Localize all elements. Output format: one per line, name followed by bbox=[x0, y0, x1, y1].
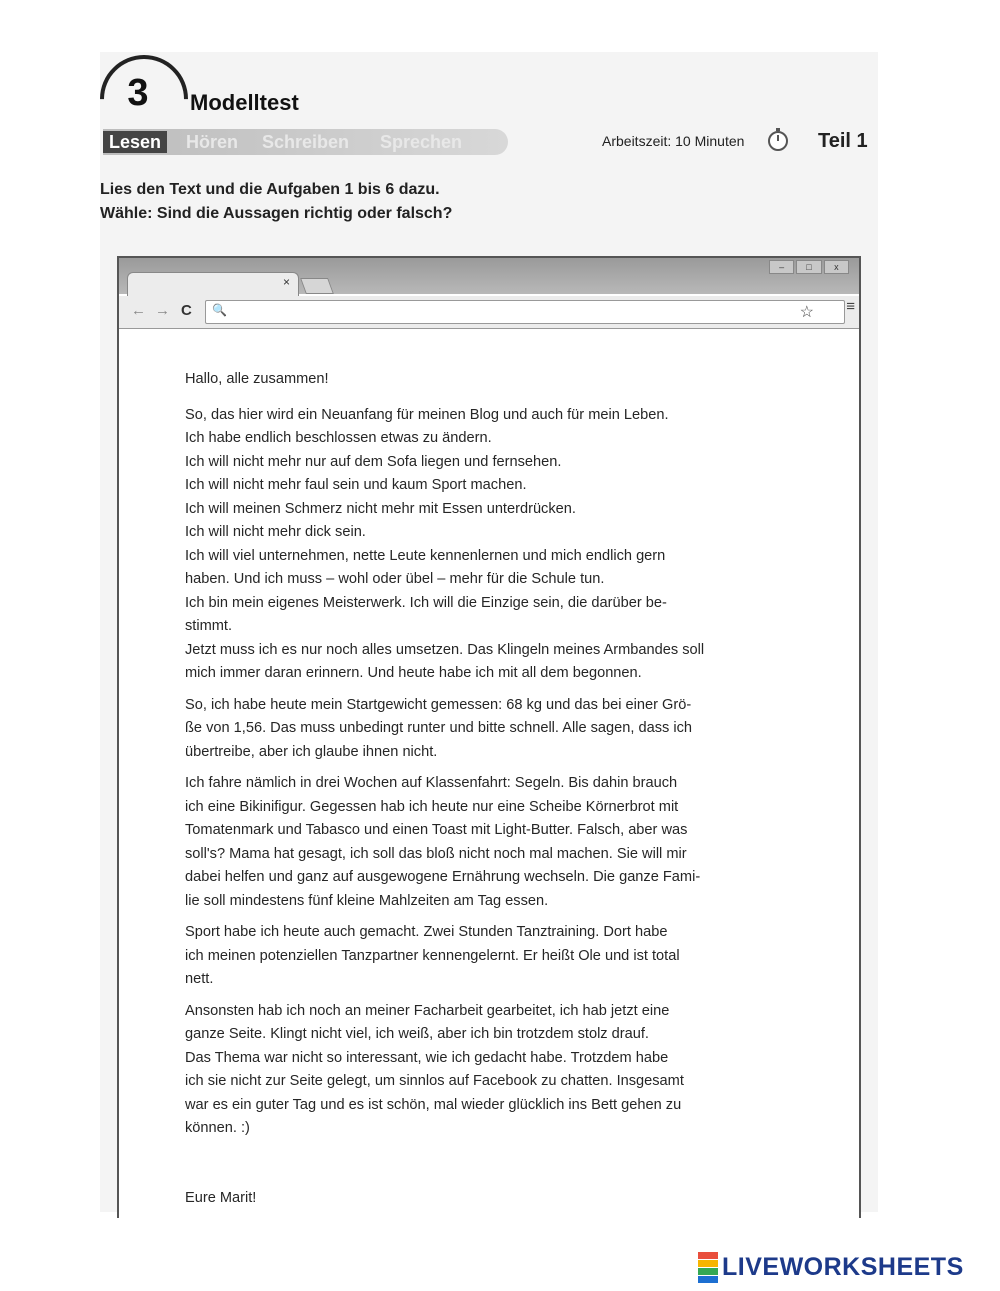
skill-tab-schreiben: Schreiben bbox=[262, 132, 350, 152]
blog-line: ich meinen potenziellen Tanzpartner kennengelernt. Er heißt Ole und ist total bbox=[185, 947, 680, 964]
part-label: Teil 1 bbox=[818, 130, 868, 152]
blog-line: Sport habe ich heute auch gemacht. Zwei Stunden Tanztraining. Dort habe bbox=[185, 924, 668, 940]
logo-text: LIVEWORKSHEETS bbox=[722, 1252, 964, 1281]
blog-paragraph bbox=[185, 772, 795, 913]
blog-line: Ich will nicht mehr faul sein und kaum Sport machen. bbox=[185, 477, 527, 493]
blog-post bbox=[185, 368, 795, 1218]
blog-line: soll's? Mama hat gesagt, ich soll das bloß nicht noch mal machen. Sie will mir bbox=[185, 845, 687, 862]
blog-line: ich eine Bikinifigur. Gegessen hab ich heute nur eine Scheibe Körnerbrot mit bbox=[185, 798, 679, 815]
window-controls bbox=[769, 260, 849, 274]
chapter-number: 3 bbox=[127, 72, 149, 114]
blog-paragraph bbox=[185, 921, 795, 992]
instruction-line: Lies den Text und die Aufgaben 1 bis 6 dazu. bbox=[100, 181, 440, 198]
browser-window bbox=[117, 256, 861, 1218]
blog-line: Ich fahre nämlich in drei Wochen auf Klassenfahrt: Segeln. Bis dahin brauch bbox=[185, 775, 678, 791]
blog-line: So, das hier wird ein Neuanfang für meinen Blog und auch für mein Leben. bbox=[185, 406, 669, 423]
blog-line: haben. Und ich muss – wohl oder übel – mehr für die Schule tun. bbox=[185, 571, 605, 587]
forward-icon[interactable]: → bbox=[155, 302, 170, 319]
skill-tab-sprechen: Sprechen bbox=[380, 132, 463, 152]
logo-stripe bbox=[698, 1252, 718, 1259]
instruction-line: Wähle: Sind die Aussagen richtig oder falsch? bbox=[100, 205, 453, 222]
blog-line: Ich will nicht mehr nur auf dem Sofa liegen und fernsehen. bbox=[185, 453, 562, 470]
blog-paragraph bbox=[185, 1000, 795, 1141]
blog-line: So, ich habe heute mein Startgewicht gemessen: 68 kg und das bei einer Grö- bbox=[185, 696, 692, 713]
blog-signoff: Eure Marit! bbox=[185, 1189, 257, 1206]
blog-greeting: Hallo, alle zusammen! bbox=[185, 371, 329, 387]
blog-line: können. :) bbox=[185, 1120, 250, 1136]
maximize-icon[interactable]: □ bbox=[796, 260, 821, 274]
browser-tab[interactable] bbox=[127, 272, 299, 297]
blog-line: stimmt. bbox=[185, 618, 233, 634]
browser-titlebar bbox=[119, 258, 859, 294]
back-icon[interactable]: ← bbox=[131, 302, 146, 319]
logo-stripe bbox=[698, 1268, 718, 1275]
blog-line: lie soll mindestens fünf kleine Mahlzeiten am Tag essen. bbox=[185, 892, 549, 909]
blog-line: nett. bbox=[185, 971, 214, 987]
blog-line: Ich will meinen Schmerz nicht mehr mit Essen unterdrücken. bbox=[185, 500, 576, 517]
chapter-title: Modelltest bbox=[190, 90, 299, 115]
logo-icon bbox=[698, 1252, 718, 1283]
blog-line: Ich will viel unternehmen, nette Leute kennenlernen und mich endlich gern bbox=[185, 547, 666, 564]
blog-paragraph bbox=[185, 404, 795, 686]
work-time: Arbeitszeit: 10 Minuten bbox=[602, 133, 745, 149]
blog-paragraph bbox=[185, 694, 795, 765]
browser-toolbar bbox=[119, 296, 859, 329]
blog-line: Tomatenmark und Tabasco und einen Toast mit Light-Butter. Falsch, aber was bbox=[185, 822, 688, 838]
stopwatch-icon bbox=[765, 126, 791, 152]
blog-line: dabei helfen und ganz auf ausgewogene Ernährung wechseln. Die ganze Fami- bbox=[185, 869, 701, 885]
minimize-icon[interactable]: – bbox=[769, 260, 794, 274]
close-window-icon[interactable]: x bbox=[824, 260, 849, 274]
reload-icon[interactable]: C bbox=[181, 302, 192, 319]
blog-line: Das Thema war nicht so interessant, wie ich gedacht habe. Trotzdem habe bbox=[185, 1049, 669, 1066]
address-bar[interactable] bbox=[205, 300, 845, 324]
logo-stripe bbox=[698, 1260, 718, 1267]
logo-stripe bbox=[698, 1276, 718, 1283]
new-tab-button[interactable] bbox=[300, 278, 334, 294]
blog-line: Ich will nicht mehr dick sein. bbox=[185, 524, 366, 540]
skill-tab-hoeren: Hören bbox=[186, 132, 239, 152]
blog-line: ich sie nicht zur Seite gelegt, um sinnlos auf Facebook zu chatten. Insgesamt bbox=[185, 1073, 684, 1089]
instructions bbox=[100, 178, 452, 226]
blog-line: Jetzt muss ich es nur noch alles umsetzen. Das Klingeln meines Armbandes soll bbox=[185, 641, 705, 658]
blog-line: Ich habe endlich beschlossen etwas zu ändern. bbox=[185, 430, 492, 446]
bookmark-star-icon[interactable]: ☆ bbox=[799, 304, 814, 321]
blog-line: war es ein guter Tag und es ist schön, mal wieder glücklich ins Bett gehen zu bbox=[185, 1096, 682, 1113]
skill-tab-lesen: Lesen bbox=[103, 131, 167, 153]
blog-line: ße von 1,56. Das muss unbedingt runter und bitte schnell. Alle sagen, dass ich bbox=[185, 720, 693, 736]
liveworksheets-logo bbox=[698, 1252, 964, 1282]
blog-line: mich immer daran erinnern. Und heute habe ich mit all dem begonnen. bbox=[185, 665, 642, 681]
close-tab-icon[interactable]: × bbox=[282, 275, 290, 289]
blog-line: Ich bin mein eigenes Meisterwerk. Ich will die Einzige sein, die darüber be- bbox=[185, 594, 667, 611]
blog-line: ganze Seite. Klingt nicht viel, ich weiß, aber ich bin trotzdem stolz drauf. bbox=[185, 1026, 649, 1042]
menu-icon[interactable]: ≡ bbox=[846, 298, 855, 315]
blog-line: Ansonsten hab ich noch an meiner Facharbeit gearbeitet, ich hab jetzt eine bbox=[185, 1002, 670, 1019]
blog-line: übertreibe, aber ich glaube ihnen nicht. bbox=[185, 743, 438, 760]
search-icon: 🔍 bbox=[212, 303, 227, 317]
